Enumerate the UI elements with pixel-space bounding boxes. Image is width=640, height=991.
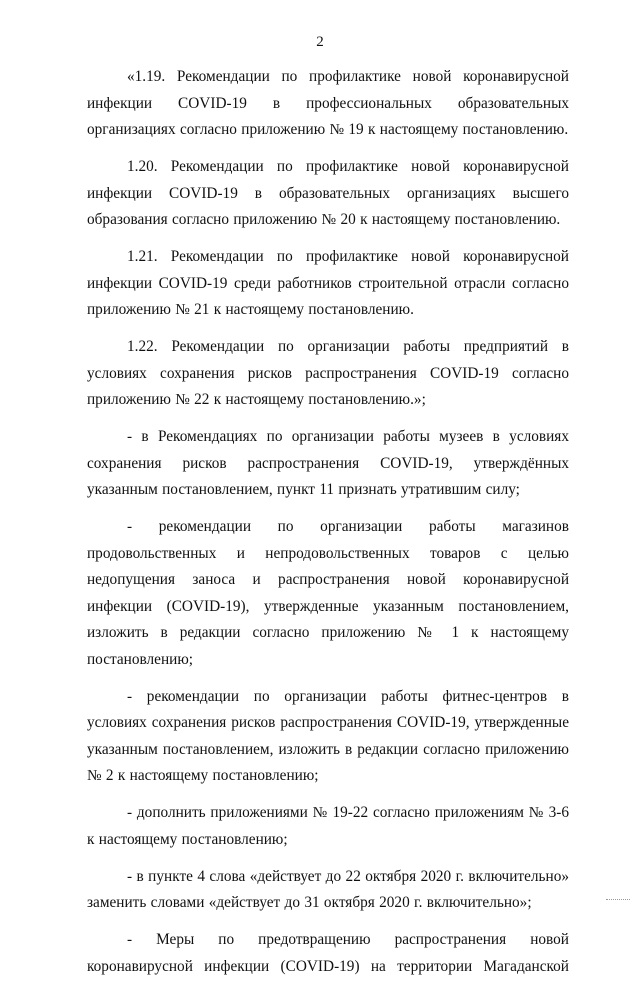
- document-body: [87, 64, 569, 991]
- paragraph-1-20: 1.20. Рекомендации по профилактике новой коронавирусной инфекции COVID-19 в образовательных организациях высшего образования согласно приложению № 20 к настоящему постановлению.: [87, 158, 569, 228]
- scan-corner-mark: [606, 899, 630, 902]
- paragraph-museums: - в Рекомендациях по организации работы музеев в условиях сохранения рисков распространения COVID-19, утверждённых указанным постановлением, пункт 11 признать утратившим силу;: [87, 428, 569, 498]
- paragraph-1-21: 1.21. Рекомендации по профилактике новой коронавирусной инфекции COVID-19 среди работников строительной отрасли согласно приложению № 21 к настоящему постановлению.: [87, 248, 569, 318]
- paragraph-fitness: - рекомендации по организации работы фитнес-центров в условиях сохранения рисков распространения COVID-19, утвержденные указанным постановлением, изложить в редакции согласно приложению № 2 к настоящему постановлению;: [87, 687, 569, 784]
- paragraph-1-19: «1.19. Рекомендации по профилактике новой коронавирусной инфекции COVID-19 в профессиональных образовательных организациях согласно приложению № 19 к настоящему постановлению.: [87, 68, 569, 138]
- page-number: 2: [316, 34, 324, 50]
- paragraph-point-4: - в пункте 4 слова «действует до 22 октября 2020 г. включительно» заменить словами «действует до 31 октября 2020 г. включительно»;: [87, 867, 569, 911]
- paragraph-stores: - рекомендации по организации работы магазинов продовольственных и непродовольственных товаров с целью недопущения заноса и распространения новой коронавирусной инфекции (COVID-19), утвержденные указанным постановлением, изложить в редакции согласно приложению № 1 к настоящему постановлению;: [87, 518, 569, 668]
- paragraph-1-22: 1.22. Рекомендации по организации работы предприятий в условиях сохранения рисков распространения COVID-19 согласно приложению № 22 к настоящему постановлению.»;: [87, 338, 569, 408]
- paragraph-appendices: - дополнить приложениями № 19-22 согласно приложениям № 3-6 к настоящему постановлению;: [87, 804, 569, 848]
- paragraph-measures: - Меры по предотвращению распространения новой коронавирусной инфекции (COVID-19) на территории Магаданской: [87, 931, 569, 975]
